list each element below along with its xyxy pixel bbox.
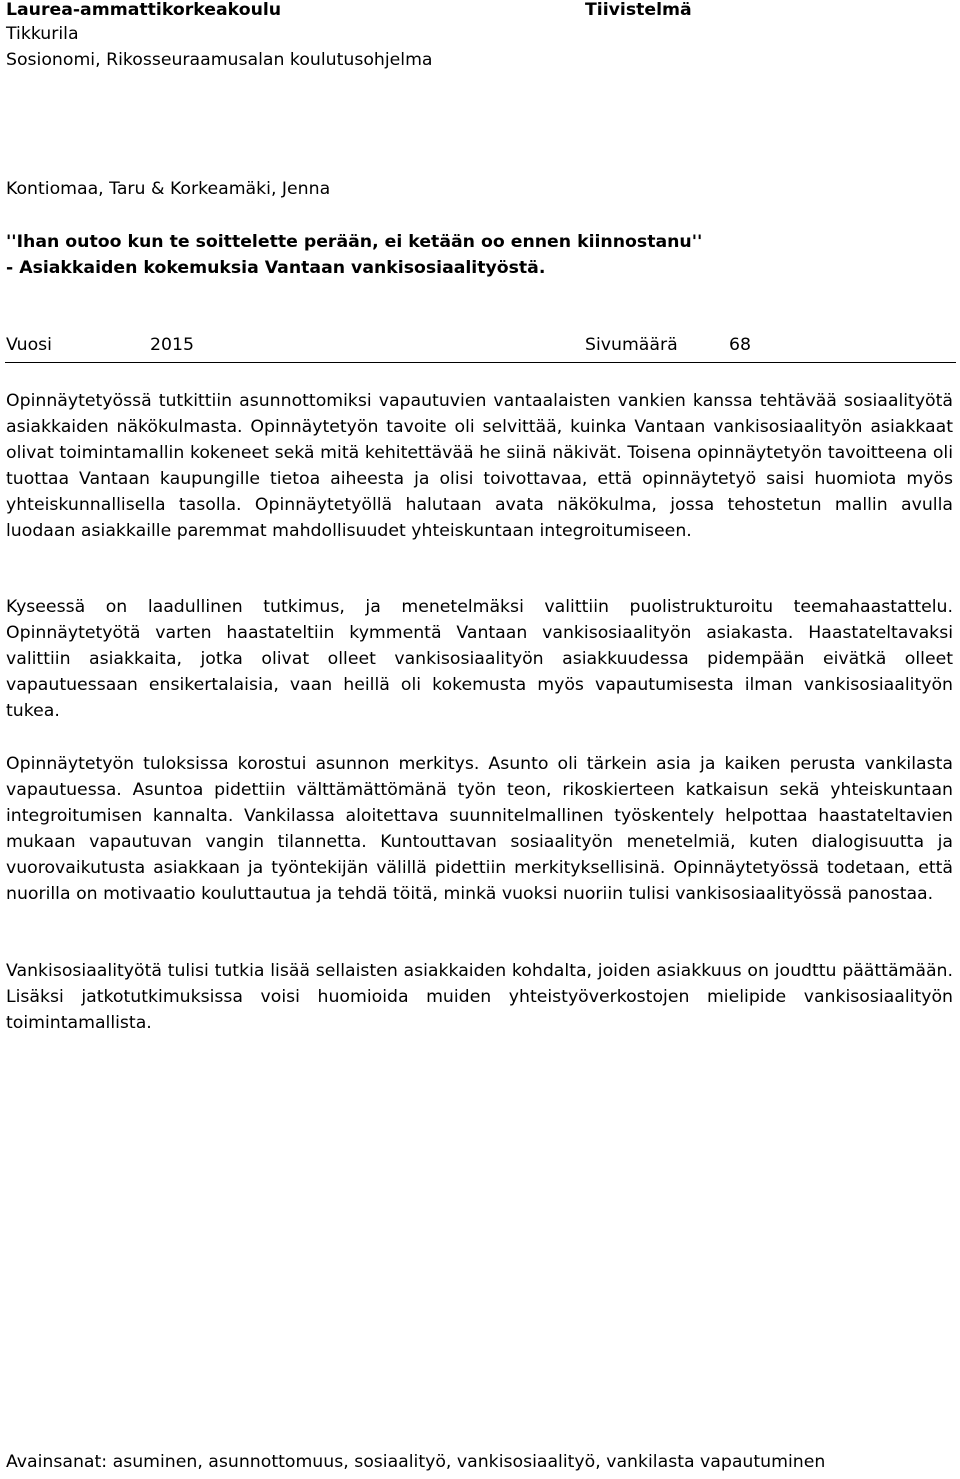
thesis-title-line2: - Asiakkaiden kokemuksia Vantaan vankisosiaalityöstä. — [6, 258, 546, 278]
abstract-paragraph-1: Opinnäytetyössä tutkittiin asunnottomiksi vapautuvien vantaalaisten vankien kanssa tehtävää sosiaalityötä asiakkaiden näkökulmasta. Opinnäytetyön tavoite oli selvittää, kuinka Vantaan vankisosiaalityön asiakkaat olivat toimintamallin kokeneet sekä mitä kehitettävää he siinä näkivät. Toisena opinnäytetyön tavoitteena oli tuottaa Vantaan kaupungille tietoa aiheesta ja olisi toivottavaa, että opinnäytetyö saisi huomiota myös yhteiskunnallisella tasolla. Opinnäytetyöllä halutaan avata näkökulma, jossa tehostetun mallin avulla luodaan asiakkaille paremmat mahdollisuudet yhteiskuntaan integroitumiseen. — [6, 391, 953, 542]
abstract-paragraph-4: Vankisosiaalityötä tulisi tutkia lisää sellaisten asiakkaiden kohdalta, joiden asiakkuus on joudttu päättämään. Lisäksi jatkotutkimuksissa voisi huomioida muiden yhteistyöverkostojen mielipide vankisosiaalityön toimintamallista. — [6, 961, 953, 1034]
page-count-label: Sivumäärä — [585, 335, 678, 355]
keywords: Avainsanat: asuminen, asunnottomuus, sosiaalityö, vankisosiaalityö, vankilasta vapautuminen — [6, 1452, 826, 1472]
campus-name: Tikkurila — [6, 24, 79, 44]
programme-name: Sosionomi, Rikosseuraamusalan koulutusohjelma — [6, 50, 433, 70]
document-type: Tiivistelmä — [585, 0, 692, 20]
institution-name: Laurea-ammattikorkeakoulu — [6, 0, 282, 20]
year-value: 2015 — [150, 335, 194, 355]
authors: Kontiomaa, Taru & Korkeamäki, Jenna — [6, 179, 331, 199]
section-divider — [5, 362, 956, 363]
thesis-title-line1: ''Ihan outoo kun te soittelette perään, ei ketään oo ennen kiinnostanu'' — [6, 232, 703, 252]
abstract-paragraph-2: Kyseessä on laadullinen tutkimus, ja menetelmäksi valittiin puolistrukturoitu teemahaastattelu. Opinnäytetyötä varten haastateltiin kymmentä Vantaan vankisosiaalityön asiakasta. Haastateltavaksi valittiin asiakkaita, jotka olivat olleet vankisosiaalityön asiakkuudessa pidempään eivätkä olleet vapautuessaan ensikertalaisia, vaan heillä oli kokemusta myös vapautumisesta ilman vankisosiaalityön tukea. — [6, 597, 953, 722]
page-count-value: 68 — [729, 335, 751, 355]
year-label: Vuosi — [6, 335, 52, 355]
abstract-paragraph-3: Opinnäytetyön tuloksissa korostui asunnon merkitys. Asunto oli tärkein asia ja kaiken perusta vankilasta vapautuessa. Asuntoa pidettiin välttämättömänä työn teon, rikoskierteen katkaisun sekä yhteiskuntaan integroitumisen kannalta. Vankilassa aloitettava suunnitelmallinen työskentely helpottaa haastateltavien mukaan vapautuvan vangin tilannetta. Kuntouttavan sosiaalityön menetelmiä, kuten dialogisuutta ja vuorovaikutusta asiakkaan ja työntekijän välillä pidettiin merkityksellisinä. Opinnäytetyössä todetaan, että nuorilla on motivaatio kouluttautua ja tehdä töitä, minkä vuoksi nuoriin tulisi vankisosiaalityössä panostaa. — [6, 754, 953, 905]
